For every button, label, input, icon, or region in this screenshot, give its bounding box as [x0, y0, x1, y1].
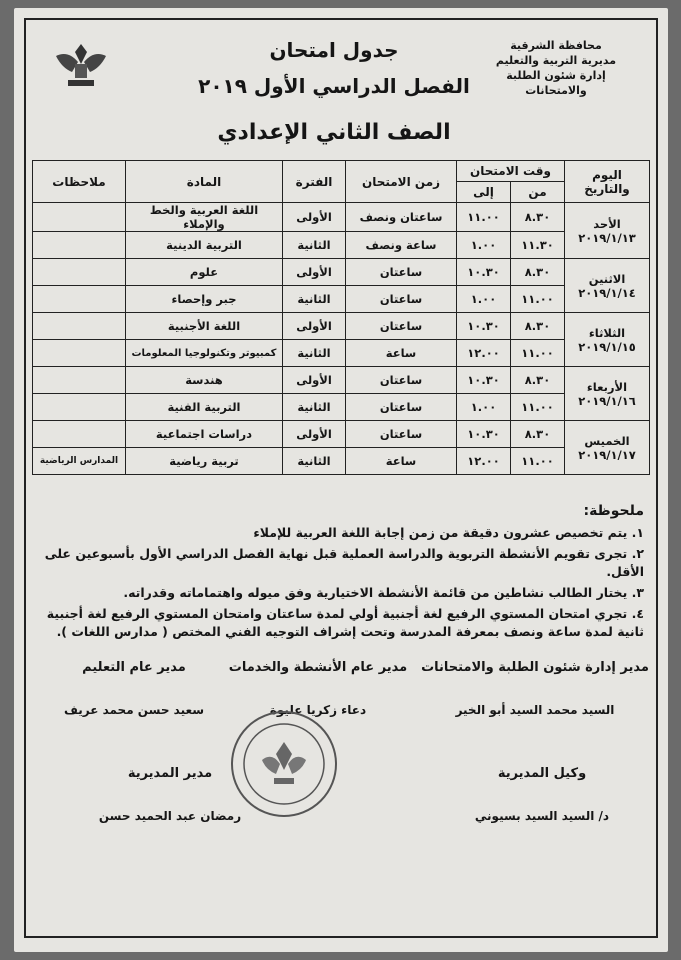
day-cell — [565, 259, 650, 313]
subject-cell: جبر وإحصاء — [126, 286, 283, 313]
header-period: الفترة — [283, 161, 346, 203]
ministry-header — [476, 38, 636, 98]
period-cell: الثانية — [283, 394, 346, 421]
from-cell: ٨.٣٠ — [511, 259, 565, 286]
to-cell: ١.٠٠ — [457, 286, 511, 313]
signature-title: مدير عام الأنشطة والخدمات — [228, 660, 408, 675]
note-item: ١. يتم تخصيص عشرون دقيقة من زمن إجابة اللغة العربية للإملاء — [253, 525, 644, 540]
eagle-emblem-icon — [50, 38, 112, 92]
signature-title: وكيل المديرية — [497, 766, 587, 781]
from-cell: ١١.٠٠ — [511, 394, 565, 421]
duration-cell: ساعتان — [346, 313, 457, 340]
period-cell: الثانية — [283, 232, 346, 259]
day-date: ٢٠١٩/١/١٦ — [578, 393, 636, 408]
to-cell: ١٠.٣٠ — [457, 367, 511, 394]
notes-title: ملحوظة: — [583, 503, 644, 519]
day-cell — [565, 313, 650, 367]
to-cell: ١٠.٣٠ — [457, 313, 511, 340]
period-cell: الأولى — [283, 203, 346, 232]
table-row — [33, 232, 650, 259]
term-title: الفصل الدراسي الأول ٢٠١٩ — [198, 74, 470, 98]
from-cell: ١١.٠٠ — [511, 448, 565, 475]
table-row — [33, 448, 650, 475]
exam-table — [32, 160, 650, 475]
subject-cell: تربية رياضية — [126, 448, 283, 475]
table-row — [33, 340, 650, 367]
subject-cell: التربية الفنية — [126, 394, 283, 421]
subject-cell: علوم — [126, 259, 283, 286]
note-cell — [33, 394, 126, 421]
day-name: الثلاثاء — [588, 325, 626, 340]
signature-title: مدير عام التعليم — [82, 660, 186, 675]
note-item: ٤. تجري امتحان المستوي الرفيع لغة أجنبية أولي لمدة ساعتان وامتحان المستوي الرفيع لغة أجنبية ثانية لمدة ساعة ونصف بمعرفة المدرسة وتحت إشراف التوجيه الفني المختص ( مدارس اللغات ). — [46, 606, 644, 639]
day-name: الأربعاء — [586, 379, 628, 394]
duration-cell: ساعتان — [346, 259, 457, 286]
note-item: ٣. يختار الطالب نشاطين من قائمة الأنشطة الاختيارية وفق ميوله واهتماماته وقدراته. — [123, 585, 644, 600]
note-cell — [33, 313, 126, 340]
day-cell — [565, 367, 650, 421]
signature-block — [54, 660, 214, 717]
duration-cell: ساعتان — [346, 286, 457, 313]
duration-cell: ساعتان ونصف — [346, 203, 457, 232]
header-from: من — [511, 182, 565, 203]
subject-cell: اللغة العربية والخط والإملاء — [126, 203, 283, 232]
table-row — [33, 313, 650, 340]
subject-cell: هندسة — [126, 367, 283, 394]
period-cell: الثانية — [283, 448, 346, 475]
exam-schedule-document — [14, 8, 668, 952]
from-cell: ١١.٣٠ — [511, 232, 565, 259]
header-to: إلى — [457, 182, 511, 203]
day-date: ٢٠١٩/١/١٧ — [578, 447, 636, 462]
subject-cell: التربية الدينية — [126, 232, 283, 259]
table-header-row — [33, 161, 650, 182]
notes-section — [38, 502, 644, 644]
document-title: جدول امتحان — [269, 38, 399, 62]
signature-name: رمضان عبد الحميد حسن — [98, 809, 242, 823]
duration-cell: ساعتان — [346, 394, 457, 421]
period-cell: الثانية — [283, 340, 346, 367]
to-cell: ١١.٠٠ — [457, 203, 511, 232]
from-cell: ٨.٣٠ — [511, 421, 565, 448]
duration-cell: ساعة ونصف — [346, 232, 457, 259]
day-date: ٢٠١٩/١/١٣ — [578, 230, 636, 245]
from-cell: ٨.٣٠ — [511, 367, 565, 394]
table-row — [33, 286, 650, 313]
note-cell — [33, 232, 126, 259]
note-cell — [33, 286, 126, 313]
to-cell: ١.٠٠ — [457, 232, 511, 259]
subject-cell: كمبيوتر وتكنولوجيا المعلومات — [126, 340, 283, 367]
period-cell: الأولى — [283, 367, 346, 394]
note-cell — [33, 203, 126, 232]
day-name: الاثنين — [588, 271, 626, 286]
subject-cell: دراسات اجتماعية — [126, 421, 283, 448]
to-cell: ١.٠٠ — [457, 394, 511, 421]
signature-name: سعيد حسن محمد عريف — [63, 703, 205, 717]
table-row — [33, 421, 650, 448]
day-name: الخميس — [584, 433, 630, 448]
day-cell — [565, 203, 650, 259]
note-cell — [33, 340, 126, 367]
note-item: ٢. تجرى تقويم الأنشطة التربوية والدراسة العملية قبل نهاية الفصل الدراسي الأول بأسبوعين على الأقل. — [44, 546, 644, 579]
signature-title: مدير المديرية — [127, 766, 213, 781]
table-row — [33, 394, 650, 421]
header-line: محافظة الشرقية — [510, 39, 602, 52]
subject-cell: اللغة الأجنبية — [126, 313, 283, 340]
duration-cell: ساعتان — [346, 367, 457, 394]
day-date: ٢٠١٩/١/١٥ — [578, 339, 636, 354]
day-name: الأحد — [593, 216, 621, 231]
signature-name: د/ السيد السيد بسيوني — [474, 809, 610, 823]
official-stamp-icon — [228, 708, 340, 820]
from-cell: ١١.٠٠ — [511, 340, 565, 367]
header-line: مديرية التربية والتعليم — [495, 54, 617, 67]
header-line: إدارة شئون الطلبة والامتحانات — [506, 69, 606, 97]
note-cell — [33, 259, 126, 286]
from-cell: ٨.٣٠ — [511, 203, 565, 232]
signature-title: مدير إدارة شئون الطلبة والامتحانات — [421, 660, 649, 675]
from-cell: ٨.٣٠ — [511, 313, 565, 340]
duration-cell: ساعة — [346, 340, 457, 367]
note-cell — [33, 421, 126, 448]
from-cell: ١١.٠٠ — [511, 286, 565, 313]
period-cell: الثانية — [283, 286, 346, 313]
period-cell: الأولى — [283, 313, 346, 340]
signature-block — [418, 660, 652, 717]
day-date: ٢٠١٩/١/١٤ — [578, 285, 636, 300]
header-notes: ملاحظات — [33, 161, 126, 203]
table-row — [33, 367, 650, 394]
signature-block — [90, 766, 250, 823]
signature-name: السيد محمد السيد أبو الخير — [455, 703, 615, 717]
duration-cell: ساعة — [346, 448, 457, 475]
signature-name: دعاء زكريا عليوة — [269, 703, 367, 717]
grade-title: الصف الثاني الإعدادي — [217, 120, 451, 145]
header-day: اليوم والتاريخ — [565, 161, 650, 203]
signature-block — [442, 766, 642, 823]
table-row — [33, 203, 650, 232]
to-cell: ١٠.٣٠ — [457, 421, 511, 448]
to-cell: ١٠.٣٠ — [457, 259, 511, 286]
day-cell — [565, 421, 650, 475]
note-cell: المدارس الرياضية — [33, 448, 126, 475]
header-subject: المادة — [126, 161, 283, 203]
duration-cell: ساعتان — [346, 421, 457, 448]
note-cell — [33, 367, 126, 394]
table-row — [33, 259, 650, 286]
header-duration: زمن الامتحان — [346, 161, 457, 203]
to-cell: ١٢.٠٠ — [457, 448, 511, 475]
period-cell: الأولى — [283, 259, 346, 286]
to-cell: ١٢.٠٠ — [457, 340, 511, 367]
header-time: وقت الامتحان — [457, 161, 565, 182]
period-cell: الأولى — [283, 421, 346, 448]
